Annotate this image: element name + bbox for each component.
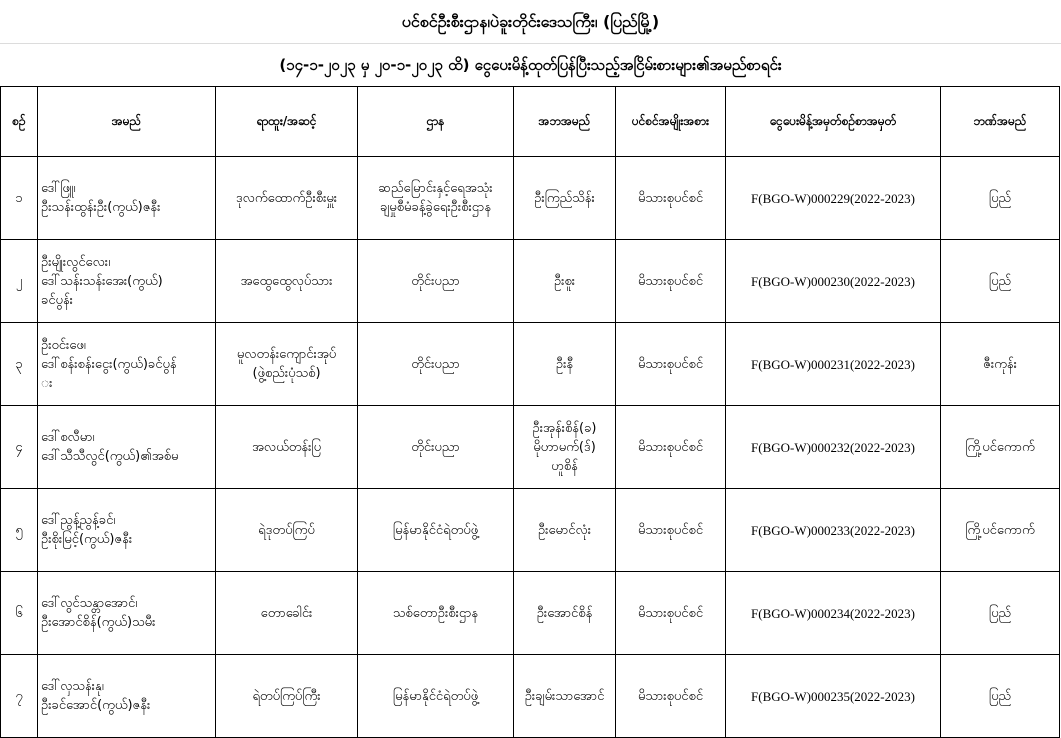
header-payment-order-number: ငွေပေးမိန့်အမှတ်စဉ်စာအမှတ် xyxy=(726,87,941,157)
cell-bank: ပြည် xyxy=(941,157,1060,240)
header-rank: ရာထူး/အဆင့် xyxy=(216,87,358,157)
cell-name-line: း xyxy=(41,375,53,391)
header-father-name: အဘအမည် xyxy=(514,87,616,157)
cell-pension-type: မိသားစုပင်စင် xyxy=(616,406,726,489)
cell-bank: ပြည် xyxy=(941,240,1060,323)
cell-serial: ၆ xyxy=(1,572,38,655)
header-pension-type: ပင်စင်အမျိုးအစား xyxy=(616,87,726,157)
cell-payment-order-number: F(BGO-W)000229(2022-2023) xyxy=(726,157,941,240)
cell-serial: ၇ xyxy=(1,655,38,738)
cell-father-name-line: မိုဟာမက်(ဒ်) xyxy=(533,439,596,455)
cell-serial: ၅ xyxy=(1,489,38,572)
cell-department xyxy=(358,572,514,655)
document-subtitle: (၁၄-၁-၂၀၂၃ မှ ၂၀-၁-၂၀၂၃ ထိ) ငွေပေးမိန့်ထုတ်ပြန်ပြီးသည့်အငြိမ်းစားများ၏အမည်စာရင်း xyxy=(279,56,782,74)
cell-father-name xyxy=(514,240,616,323)
cell-payment-order-number: F(BGO-W)000235(2022-2023) xyxy=(726,655,941,738)
cell-pension-type: မိသားစုပင်စင် xyxy=(616,323,726,406)
cell-name-line: ဦးမျိုးလွင်လေး၊ xyxy=(41,254,111,270)
cell-father-name-line: ဦးမောင်လုံး xyxy=(537,522,592,538)
table-row xyxy=(1,655,1060,738)
cell-rank-line: အထွေထွေလုပ်သား xyxy=(240,273,333,289)
cell-rank-line: တောခေါင်း xyxy=(260,605,313,621)
table-row xyxy=(1,323,1060,406)
cell-rank xyxy=(216,323,358,406)
cell-rank-line: ဒုလက်ထောက်ဦးစီးမှူး xyxy=(235,190,338,206)
cell-name xyxy=(38,240,216,323)
cell-name-line: ခင်ပွန်း xyxy=(41,292,73,308)
cell-father-name xyxy=(514,655,616,738)
cell-department xyxy=(358,489,514,572)
cell-bank: ကြို့ပင်ကောက် xyxy=(941,489,1060,572)
cell-rank xyxy=(216,406,358,489)
cell-department-line: တိုင်းပညာ xyxy=(411,273,460,289)
cell-name xyxy=(38,489,216,572)
cell-rank xyxy=(216,572,358,655)
cell-name-line: ဒေါ်စလီမာ၊ xyxy=(41,430,95,445)
cell-name xyxy=(38,406,216,489)
table-header-row xyxy=(1,87,1060,157)
cell-rank-line: ရဲဒုတပ်ကြပ် xyxy=(258,522,315,538)
cell-name-line: ဒေါ်လှသန်းနု၊ xyxy=(41,679,104,694)
header-name: အမည် xyxy=(38,87,216,157)
cell-father-name-line: ဦးအောင်စိန် xyxy=(536,605,593,621)
document-title: ပင်စင်ဦးစီးဌာန၊ပဲခူးတိုင်းဒေသကြီး၊ (ပြည်မြို့) xyxy=(0,0,1061,44)
table-row xyxy=(1,240,1060,323)
header-serial: စဉ် xyxy=(1,87,38,157)
cell-father-name xyxy=(514,406,616,489)
cell-serial: ၁ xyxy=(1,157,38,240)
cell-name-line: ဦးဝင်းဖေ၊ xyxy=(41,337,86,353)
cell-rank xyxy=(216,655,358,738)
cell-department-line: မြန်မာနိုင်ငံရဲတပ်ဖွဲ့ xyxy=(392,688,479,704)
cell-payment-order-number: F(BGO-W)000230(2022-2023) xyxy=(726,240,941,323)
cell-father-name-line: ဦးစူး xyxy=(553,273,576,289)
header-bank: ဘဏ်အမည် xyxy=(941,87,1060,157)
cell-rank xyxy=(216,240,358,323)
cell-department xyxy=(358,655,514,738)
table-row xyxy=(1,489,1060,572)
cell-father-name-line: ဦးကြည်သိန်း xyxy=(534,190,595,206)
cell-serial: ၃ xyxy=(1,323,38,406)
cell-name-line: ဦးအောင်စိန်(ကွယ်)သမီး xyxy=(41,615,156,630)
cell-serial: ၄ xyxy=(1,406,38,489)
cell-department-line: မြန်မာနိုင်ငံရဲတပ်ဖွဲ့ xyxy=(392,522,479,538)
cell-name-line: ဒေါ်သီသီလွင်(ကွယ်)၏အစ်မ xyxy=(41,449,179,464)
cell-bank: ကြို့ပင်ကောက် xyxy=(941,406,1060,489)
cell-name-line: ဦးသန်းထွန်းဦး(ကွယ်)ဇနီး xyxy=(41,200,161,215)
table-row xyxy=(1,572,1060,655)
cell-rank xyxy=(216,157,358,240)
cell-father-name xyxy=(514,157,616,240)
header-department: ဌာန xyxy=(358,87,514,157)
cell-department-line: တိုင်းပညာ xyxy=(411,356,460,372)
cell-rank xyxy=(216,489,358,572)
cell-payment-order-number: F(BGO-W)000233(2022-2023) xyxy=(726,489,941,572)
cell-pension-type: မိသားစုပင်စင် xyxy=(616,157,726,240)
table-body xyxy=(1,157,1060,738)
cell-bank: ပြည် xyxy=(941,572,1060,655)
pension-table xyxy=(0,86,1060,738)
cell-father-name-line: ဦးအုန်းစိန်(ခ) xyxy=(532,420,597,436)
cell-name-line: ဒေါ်ဖြူ၊ xyxy=(41,181,76,196)
cell-department-line: တိုင်းပညာ xyxy=(411,439,460,455)
cell-payment-order-number: F(BGO-W)000231(2022-2023) xyxy=(726,323,941,406)
cell-name xyxy=(38,323,216,406)
cell-bank: ပြည် xyxy=(941,655,1060,738)
cell-pension-type: မိသားစုပင်စင် xyxy=(616,240,726,323)
table-row xyxy=(1,406,1060,489)
cell-department xyxy=(358,157,514,240)
cell-payment-order-number: F(BGO-W)000234(2022-2023) xyxy=(726,572,941,655)
cell-name xyxy=(38,572,216,655)
cell-rank-line: ရဲတပ်ကြပ်ကြီး xyxy=(252,688,321,704)
cell-pension-type: မိသားစုပင်စင် xyxy=(616,655,726,738)
cell-department-line: သစ်တောဦးစီးဌာန xyxy=(392,605,479,621)
cell-father-name-line: ဦးနီ xyxy=(555,356,574,372)
cell-rank-line: (ဖွဲ့စည်းပုံသစ်) xyxy=(252,366,321,381)
cell-rank-line: အလယ်တန်းပြ xyxy=(251,439,322,455)
cell-name-line: ဦးစိုးမြင့်(ကွယ်)ဇနီး xyxy=(41,532,133,547)
cell-pension-type: မိသားစုပင်စင် xyxy=(616,572,726,655)
cell-department-line: ချမှုစီမံခန့်ခွဲရေးဦးစီးဌာန xyxy=(379,200,492,215)
cell-father-name-line: ဦးချမ်းသာအောင် xyxy=(524,688,605,704)
cell-serial: ၂ xyxy=(1,240,38,323)
cell-father-name xyxy=(514,489,616,572)
cell-name-line: ဒေါ်စန်းစန်းငွေး(ကွယ်)ခင်ပွန် xyxy=(41,356,177,372)
cell-name-line: ဒေါ်သန်းသန်းအေး(ကွယ်) xyxy=(41,273,163,289)
cell-name-line: ဒေါ်ညွန့်ညွန့်ခင်၊ xyxy=(41,513,116,528)
cell-name-line: ဦးခင်အောင်(ကွယ်)ဇနီး xyxy=(41,698,151,713)
cell-name-line: ဒေါ်လွင်သန္တာအောင်၊ xyxy=(41,596,138,611)
cell-father-name-line: ဟူစိန် xyxy=(551,458,578,474)
cell-department xyxy=(358,406,514,489)
cell-name xyxy=(38,157,216,240)
cell-rank-line: မူလတန်းကျောင်းအုပ် xyxy=(236,347,337,362)
cell-payment-order-number: F(BGO-W)000232(2022-2023) xyxy=(726,406,941,489)
cell-bank: ဇီးကုန်း xyxy=(941,323,1060,406)
cell-pension-type: မိသားစုပင်စင် xyxy=(616,489,726,572)
table-row xyxy=(1,157,1060,240)
cell-department xyxy=(358,240,514,323)
cell-father-name xyxy=(514,323,616,406)
cell-father-name xyxy=(514,572,616,655)
cell-department-line: ဆည်မြောင်းနှင့်ရေအသုံး xyxy=(378,181,493,196)
cell-department xyxy=(358,323,514,406)
cell-name xyxy=(38,655,216,738)
